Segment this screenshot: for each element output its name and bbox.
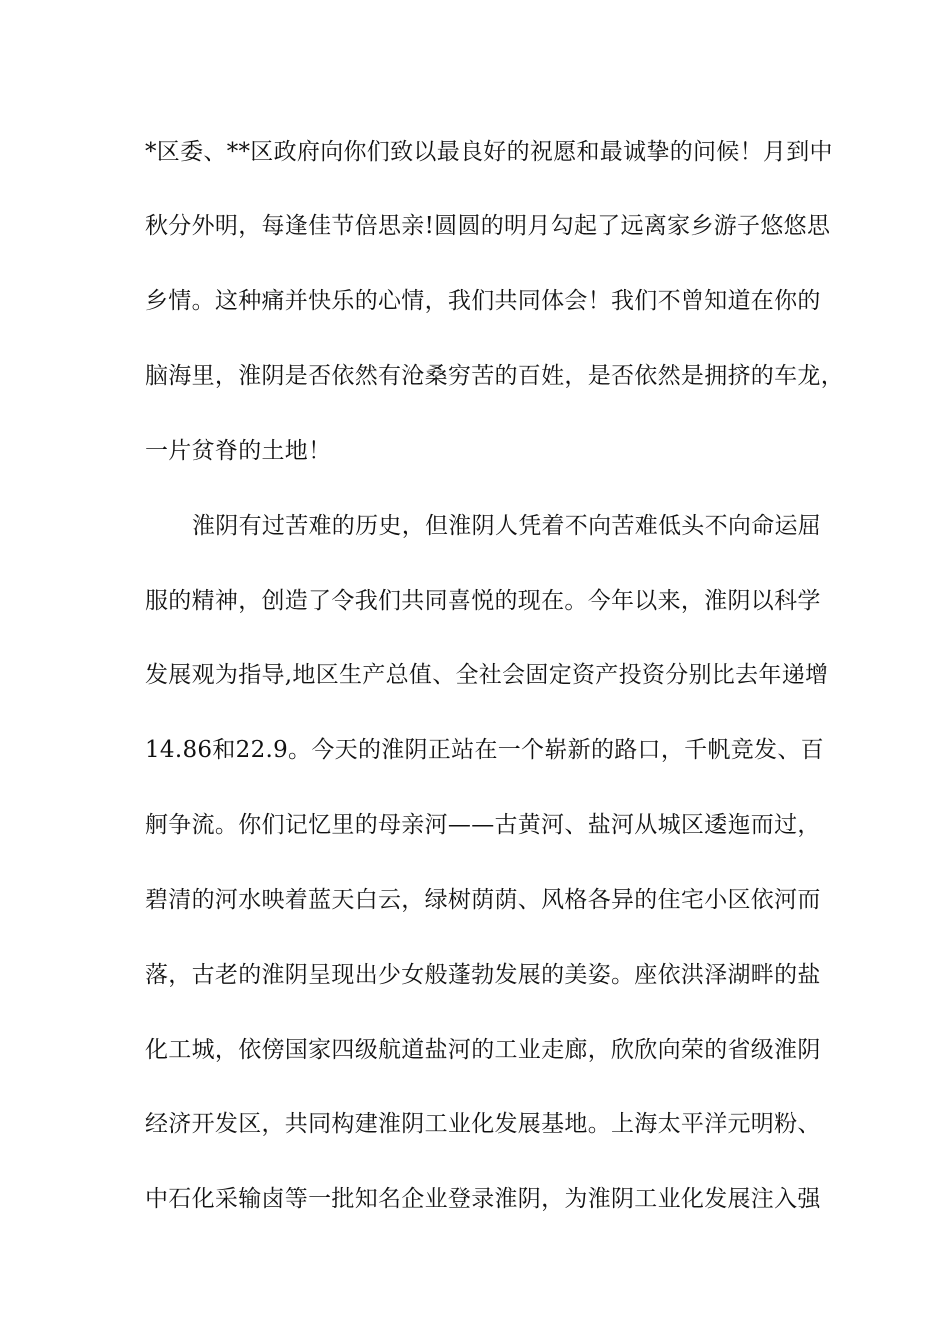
text-line: 化工城，依傍国家四级航道盐河的工业走廊，欣欣向荣的省级淮阴: [145, 1037, 821, 1063]
text-line: 服的精神，创造了令我们共同喜悦的现在。今年以来，淮阴以科学: [145, 588, 821, 614]
text-line: 发展观为指导,地区生产总值、全社会固定资产投资分别比去年递增: [145, 662, 829, 688]
text-line: 中石化采输卤等一批知名企业登录淮阴，为淮阴工业化发展注入强: [145, 1186, 821, 1212]
text-line: 碧清的河水映着蓝天白云，绿树荫荫、风格各异的住宅小区依河而: [145, 887, 821, 913]
text-line: *区委、**区政府向你们致以最良好的祝愿和最诚挚的问候！月到中: [145, 139, 833, 165]
text-line: 14.86和22.9。今天的淮阴正站在一个崭新的路口，千帆竞发、百: [145, 737, 824, 763]
text-line: 舸争流。你们记忆里的母亲河——古黄河、盐河从城区逶迤而过，: [145, 812, 821, 838]
text-line: 秋分外明，每逢佳节倍思亲!圆圆的明月勾起了远离家乡游子悠悠思: [145, 213, 831, 239]
text-line: 淮阴有过苦难的历史，但淮阴人凭着不向苦难低头不向命运屈: [192, 513, 822, 539]
text-line: 一片贫脊的土地！: [145, 438, 332, 464]
text-line: 脑海里，淮阴是否依然有沧桑穷苦的百姓，是否依然是拥挤的车龙，: [145, 363, 844, 389]
text-line: 乡情。这种痛并快乐的心情，我们共同体会！我们不曾知道在你的: [145, 288, 821, 314]
text-line: 落，古老的淮阴呈现出少女般蓬勃发展的美姿。座依洪泽湖畔的盐: [145, 962, 821, 988]
text-line: 经济开发区，共同构建淮阴工业化发展基地。上海太平洋元明粉、: [145, 1111, 821, 1137]
